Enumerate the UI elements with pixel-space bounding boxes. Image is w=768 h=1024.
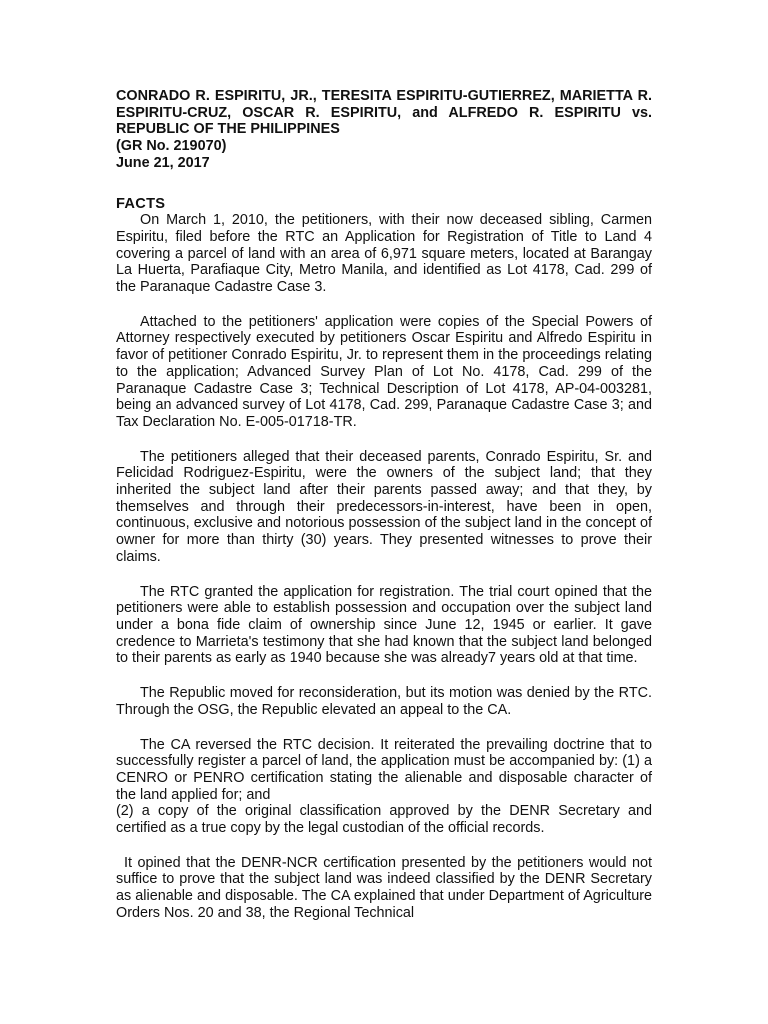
- facts-paragraph-6: The CA reversed the RTC decision. It reiterated the prevailing doctrine that to successfully register a parcel of land, the application must be accompanied by: (1) a CENRO or PENRO certification stating the alienable and disposable character of the land applied for; and: [116, 736, 652, 803]
- facts-paragraph-3: The petitioners alleged that their deceased parents, Conrado Espiritu, Sr. and Felicidad Rodriguez-Espiritu, were the owners of the subject land; that they inherited the subject land after their parents passed away; and that they, by themselves and through their predecessors-in-interest, have been in open, continuous, exclusive and notorious possession of the subject land in the concept of owner for more than thirty (30) years. They presented witnesses to prove their claims.: [116, 448, 652, 565]
- case-title: CONRADO R. ESPIRITU, JR., TERESITA ESPIRITU-GUTIERREZ, MARIETTA R. ESPIRITU-CRUZ, OSCAR R. ESPIRITU, and ALFREDO R. ESPIRITU vs. REPUBLIC OF THE PHILIPPINES: [116, 88, 652, 138]
- facts-paragraph-7: It opined that the DENR-NCR certification presented by the petitioners would not suffice to prove that the subject land was indeed classified by the DENR Secretary as alienable and disposable. The CA explained that under Department of Agriculture Orders Nos. 20 and 38, the Regional Technical: [116, 854, 652, 921]
- facts-paragraph-5: The Republic moved for reconsideration, but its motion was denied by the RTC. Through the OSG, the Republic elevated an appeal to the CA.: [116, 685, 652, 718]
- document-page: [116, 88, 652, 922]
- facts-paragraph-4: The RTC granted the application for registration. The trial court opined that the petitioners were able to establish possession and occupation over the subject land under a bona fide claim of ownership since June 12, 1945 or earlier. It gave credence to Marrieta's testimony that she had known that the subject land belonged to their parents as early as 1940 because she was already7 years old at that time.: [116, 583, 652, 667]
- facts-paragraph-1: On March 1, 2010, the petitioners, with their now deceased sibling, Carmen Espiritu, filed before the RTC an Application for Registration of Title to Land 4 covering a parcel of land with an area of 6,971 square meters, located at Barangay La Huerta, Parafiaque City, Metro Manila, and identified as Lot 4178, Cad. 299 of the Paranaque Cadastre Case 3.: [116, 212, 652, 296]
- facts-paragraph-6-continued: (2) a copy of the original classification approved by the DENR Secretary and certified as a true copy by the legal custodian of the official records.: [116, 803, 652, 837]
- facts-heading: FACTS: [116, 195, 166, 212]
- case-gr-number: (GR No. 219070): [116, 138, 227, 155]
- case-date: June 21, 2017: [116, 154, 210, 171]
- facts-paragraph-2: Attached to the petitioners' application were copies of the Special Powers of Attorney respectively executed by petitioners Oscar Espiritu and Alfredo Espiritu in favor of petitioner Conrado Espiritu, Jr. to represent them in the proceedings relating to the application; Advanced Survey Plan of Lot No. 4178, Cad. 299 of the Paranaque Cadastre Case 3; Technical Description of Lot 4178, AP-04-003281, being an advanced survey of Lot 4178, Cad. 299, Paranaque Cadastre Case 3; and Tax Declaration No. E-005-01718-TR.: [116, 313, 652, 430]
